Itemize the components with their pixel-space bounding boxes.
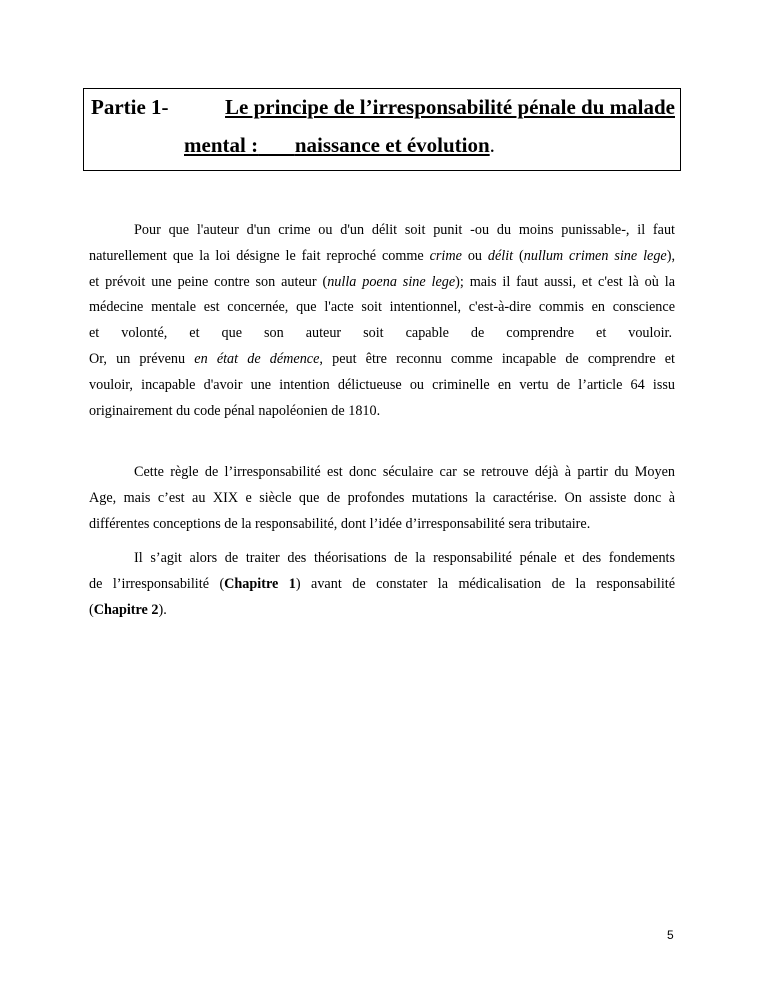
paragraph-line: Pour que l'auteur d'un crime ou d'un délit soit punit -ou du moins punissable-, il faut (134, 222, 675, 238)
paragraph-line: de l’irresponsabilité (Chapitre 1) avant de constater la médicalisation de la responsabilité (89, 575, 676, 592)
paragraph-2 (89, 460, 675, 537)
chapter-1-ref: Chapitre 1 (224, 575, 296, 592)
paragraph-line: naturellement que la loi désigne le fait reproché comme crime ou délit (nullum crimen sine lege), (89, 247, 676, 264)
part-label: Partie 1- (91, 95, 169, 119)
title-heading-part1: Le principe de l’irresponsabilité pénale du malade (225, 95, 675, 119)
paragraph-line: Age, mais c’est au XIX e siècle que de profondes mutations la caractérise. On assiste donc à (89, 489, 675, 506)
paragraph-line: différentes conceptions de la responsabilité, dont l’idée d’irresponsabilité sera tributaire. (89, 515, 591, 532)
paragraph-line: Il s’agit alors de traiter des théorisations de la responsabilité pénale et des fondements (134, 550, 675, 566)
paragraph-line: vouloir, incapable d'avoir une intention délictueuse ou criminelle en vertu de l’article 64 issu (89, 376, 675, 393)
paragraph-line: originairement du code pénal napoléonien de 1810. (89, 402, 381, 419)
paragraph-line: médecine mentale est concernée, que l'acte soit intentionnel, c'est-à-dire commis en conscience (89, 299, 675, 316)
paragraph-line: Cette règle de l’irresponsabilité est donc séculaire car se retrouve déjà à partir du Moyen (134, 464, 675, 480)
title-line-2 (184, 131, 495, 159)
chapter-2-ref: Chapitre 2 (93, 601, 159, 618)
paragraph-line: (Chapitre 2). (89, 601, 167, 618)
title-heading-part2a: mental : (184, 133, 259, 157)
paragraph-line: et prévoit une peine contre son auteur (nulla poena sine lege); mais il faut aussi, et c'est là où la (89, 273, 675, 290)
page-number: 5 (667, 928, 674, 942)
title-line-1 (91, 93, 675, 121)
paragraph-line: Or, un prévenu en état de démence, peut être reconnu comme incapable de comprendre et (89, 350, 675, 367)
paragraph-line: et volonté, et que son auteur soit capable de comprendre et vouloir. (89, 325, 672, 342)
paragraph-3 (89, 546, 675, 623)
paragraph-1 (89, 218, 675, 424)
title-heading-part2b: naissance et évolution (294, 133, 490, 157)
title-heading-end: . (489, 133, 495, 157)
chapter-title-box (83, 88, 681, 171)
